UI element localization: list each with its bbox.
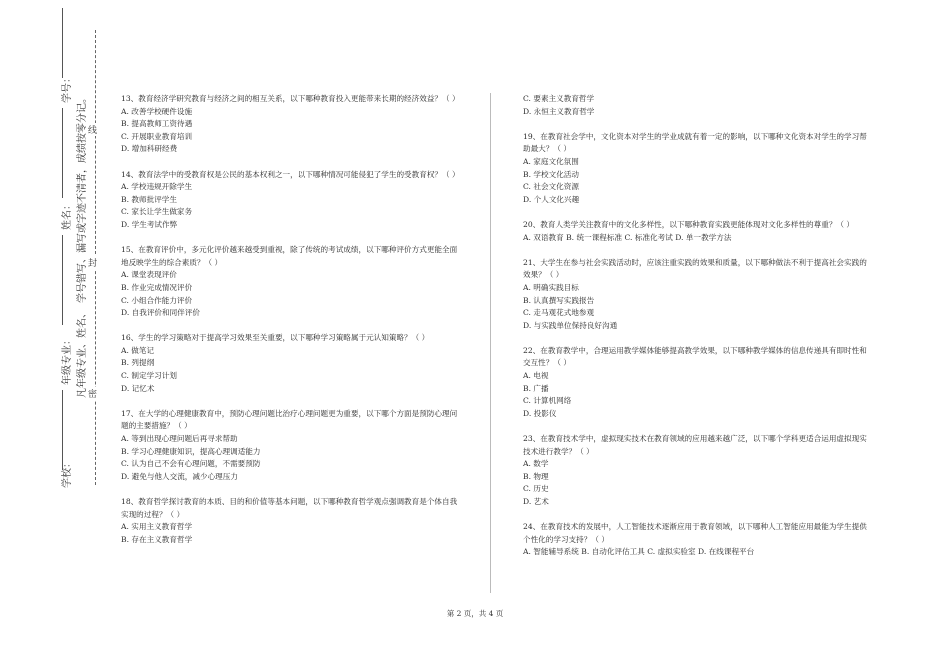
- column-divider: [490, 93, 491, 593]
- page-footer: 第 2 页，共 4 页: [446, 609, 504, 618]
- school-underline: [62, 390, 63, 470]
- question-stem: 14、教育法学中的受教育权是公民的基本权利之一，以下哪种情况可能侵犯了学生的受教育权？（ ）: [121, 169, 460, 179]
- notice-name: 姓名、: [77, 308, 88, 338]
- question-stem: 21、大学生在参与社会实践活动时，应该注重实践的效果和质量，以下哪种做法不利于提高社会实践的效果？（ ）: [523, 257, 867, 280]
- right-column: [523, 93, 868, 572]
- student-id-label: 学号：: [62, 73, 73, 103]
- left-column: [121, 93, 461, 559]
- question-block: [523, 131, 868, 207]
- notice-text: 学号错写、漏写或字迹不清者，成绩按零分记。: [77, 93, 88, 303]
- question-stem: 13、教育经济学研究教育与经济之间的相互关系，以下哪种教育投入更能带来长期的经济效益？（ ）: [121, 94, 460, 103]
- answer-option: B. 存在主义教育哲学: [121, 534, 193, 544]
- answer-option: A. 家庭文化氛围: [523, 156, 579, 166]
- answer-option: B. 物理: [523, 471, 549, 481]
- question-stem: 20、教育人类学关注教育中的文化多样性，以下哪种教育实践更能体现对文化多样性的尊重？（ ）: [523, 219, 855, 229]
- question-block: [523, 219, 868, 244]
- answer-option: B. 提高教师工资待遇: [121, 119, 193, 129]
- answer-option: A. 课堂表现评价: [121, 270, 177, 280]
- answer-options-inline: A. 智能辅导系统 B. 自动化评估工具 C. 虚拟实验室 D. 在线课程平台: [523, 547, 755, 557]
- answer-option: A. 数学: [523, 459, 549, 469]
- answer-option: A. 改善学校硬件设施: [121, 106, 193, 116]
- binding-margin: [0, 0, 110, 672]
- answer-option: C. 计算机网络: [523, 396, 572, 406]
- answer-option: A. 电视: [523, 371, 549, 381]
- name-label: 姓名：: [62, 200, 73, 230]
- major-underline: [62, 235, 63, 325]
- answer-option: C. 要素主义教育哲学: [523, 94, 595, 103]
- answer-option: D. 个人文化兴趣: [523, 194, 580, 204]
- school-label: 学校：: [62, 458, 73, 488]
- answer-option: A. 做笔记: [121, 345, 155, 355]
- answer-option: A. 学校违规开除学生: [121, 182, 193, 192]
- question-stem: 24、在教育技术的发展中，人工智能技术逐渐应用于教育领域，以下哪种人工智能应用最能为学生提供个性化的学习支持？（ ）: [523, 522, 867, 544]
- answer-option: D. 投影仪: [523, 408, 557, 418]
- major-label: 年级专业：: [62, 335, 73, 385]
- answer-option: B. 学校文化活动: [523, 169, 579, 179]
- answer-option: C. 认为自己不会有心理问题，不需要预防: [121, 459, 261, 469]
- notice-major: 凡年级专业、: [77, 338, 88, 398]
- answer-option: D. 艺术: [523, 497, 549, 506]
- answer-option: C. 走马观花式地参观: [523, 308, 595, 318]
- question-stem: 17、在大学的心理健康教育中，预防心理问题比治疗心理问题更为重要，以下哪个方面是预防心理问题的主要措施？（ ）: [121, 408, 458, 431]
- answer-option: B. 广播: [523, 383, 549, 393]
- answer-option: B. 作业完成情况评价: [121, 282, 193, 292]
- question-block: [121, 244, 461, 320]
- question-stem: 16、学生的学习策略对于提高学习效果至关重要，以下哪种学习策略属于元认知策略？（ ）: [121, 333, 430, 343]
- answer-option: D. 增加科研经费: [121, 144, 178, 154]
- answer-option: D. 记忆术: [121, 383, 155, 393]
- question-stem: 19、在教育社会学中，文化资本对学生的学业成就有着一定的影响，以下哪种文化资本对学生的学习帮助最大？（ ）: [523, 131, 867, 154]
- question-block: [121, 169, 461, 232]
- question-block: [121, 332, 461, 395]
- answer-option: B. 教师批评学生: [121, 194, 177, 204]
- answer-option: C. 制定学习计划: [121, 371, 177, 381]
- question-stem: 18、教育哲学探讨教育的本质、目的和价值等基本问题，以下哪种教育哲学观点强调教育是个体自我实现的过程？（ ）: [121, 497, 458, 519]
- answer-option: B. 学习心理健康知识，提高心理调适能力: [121, 446, 261, 456]
- answer-option: D. 永恒主义教育哲学: [523, 106, 595, 116]
- answer-option: D. 学生考试作弊: [121, 219, 178, 229]
- answer-option: D. 自我评价和同伴评价: [121, 308, 200, 318]
- student-id-underline: [62, 8, 63, 78]
- answer-option: D. 与实践单位保持良好沟通: [523, 320, 618, 330]
- answer-option: A. 实用主义教育哲学: [121, 522, 193, 532]
- answer-option: C. 开展职业教育培训: [121, 131, 193, 141]
- answer-option: C. 小组合作能力评价: [121, 295, 193, 305]
- name-underline: [62, 108, 63, 198]
- question-block: [121, 93, 461, 156]
- question-block: [121, 408, 461, 484]
- question-stem: 23、在教育技术学中，虚拟现实技术在教育领域的应用越来越广泛，以下哪个学科更适合运用虚拟现实技术进行教学？（ ）: [523, 434, 867, 456]
- answer-options-inline: A. 双语教育 B. 统一课程标准 C. 标准化考试 D. 单一教学方法: [523, 232, 732, 242]
- answer-option: D. 避免与他人交流，减少心理压力: [121, 471, 238, 481]
- answer-option: C. 历史: [523, 484, 549, 494]
- answer-option: B. 列提纲: [121, 358, 155, 368]
- question-block: [523, 257, 868, 333]
- answer-option: C. 家长让学生做家务: [121, 207, 193, 217]
- seal-char-mi: 密: [88, 387, 97, 400]
- seal-char-feng: 封: [88, 256, 97, 269]
- question-stem: 22、在教育教学中，合理运用教学媒体能够提高教学效果，以下哪种教学媒体的信息传递具有即时性和交互性？（ ）: [523, 345, 867, 368]
- seal-char-xian: 线: [88, 123, 97, 136]
- question-stem: 15、在教育评价中，多元化评价越来越受到重视，除了传统的考试成绩，以下哪种评价方式更能全面地反映学生的综合素质？（ ）: [121, 245, 458, 267]
- question-block: [121, 496, 461, 546]
- question-block: [523, 93, 868, 118]
- answer-option: A. 等到出现心理问题后再寻求帮助: [121, 434, 238, 444]
- question-block: [523, 345, 868, 421]
- answer-option: C. 社会文化资源: [523, 182, 579, 192]
- answer-option: A. 明确实践目标: [523, 282, 579, 292]
- answer-option: B. 认真撰写实践报告: [523, 295, 595, 305]
- question-block: [523, 521, 868, 559]
- question-block: [523, 433, 868, 509]
